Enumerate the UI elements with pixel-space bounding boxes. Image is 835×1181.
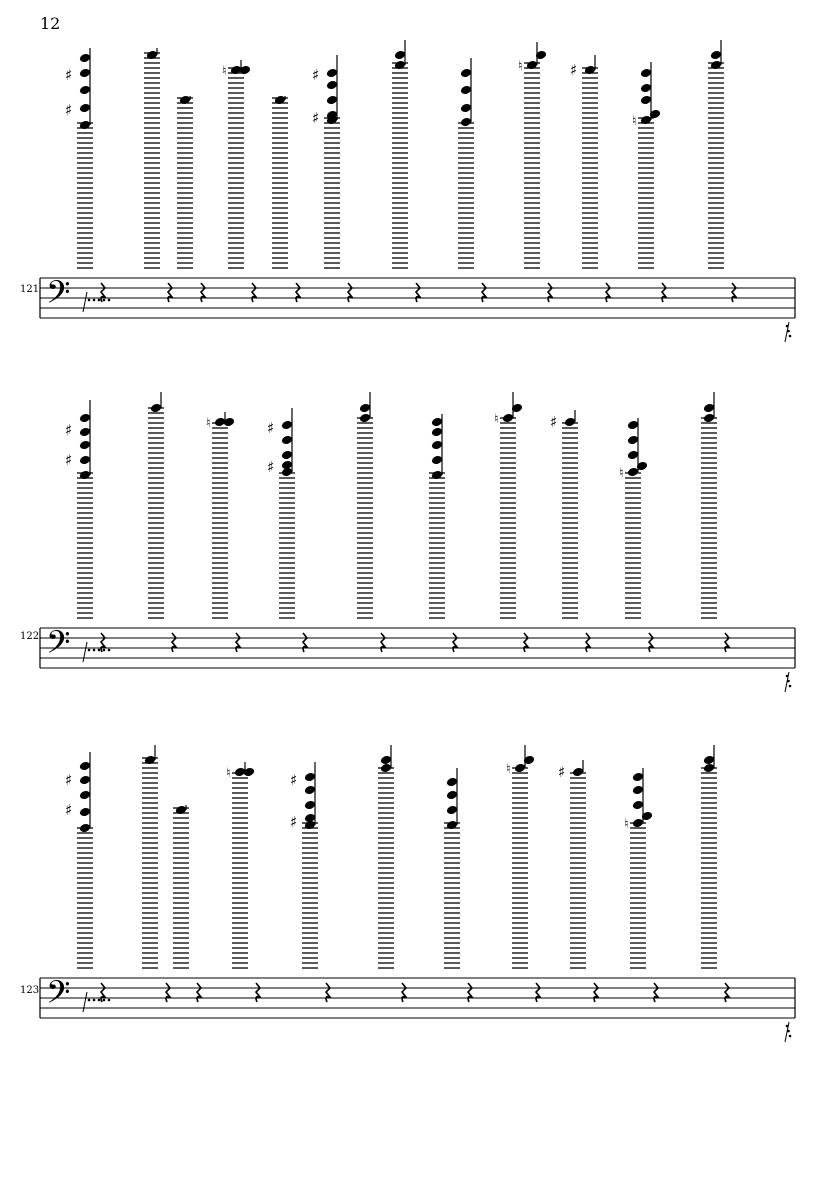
quarter-rest: [236, 633, 240, 652]
quarter-rest: [416, 283, 420, 302]
note-head: [79, 823, 91, 834]
dot: [787, 680, 790, 683]
quarter-rest: [468, 983, 472, 1002]
note-head: [627, 435, 639, 446]
quarter-rest: [482, 283, 486, 302]
sharp-icon: ♯: [290, 813, 298, 831]
note-head: [431, 440, 443, 451]
sharp-icon: ♯: [558, 763, 566, 781]
dot: [93, 649, 96, 652]
note-head: [627, 420, 639, 431]
sharp-icon: ♯: [65, 66, 73, 84]
dot: [789, 335, 792, 338]
quarter-rest: [725, 983, 729, 1002]
sharp-icon: ♯: [65, 771, 73, 789]
note-head: [703, 755, 715, 766]
natural-icon: ♮: [494, 412, 499, 427]
sharp-icon: ♯: [65, 801, 73, 819]
note-head: [431, 470, 443, 481]
dot: [789, 1035, 792, 1038]
quarter-rest: [168, 283, 172, 302]
note-head: [394, 50, 406, 61]
quarter-rest: [536, 983, 540, 1002]
note-head: [632, 800, 644, 811]
note-head: [584, 65, 596, 76]
quarter-rest: [725, 633, 729, 652]
note-head: [281, 420, 293, 431]
dot: [98, 999, 101, 1002]
note-head: [79, 427, 91, 438]
sharp-icon: ♯: [267, 419, 275, 437]
note-head: [703, 413, 715, 424]
note-head: [446, 777, 458, 788]
sharp-icon: ♯: [65, 421, 73, 439]
note-head: [446, 820, 458, 831]
grace-stem: [83, 992, 87, 1012]
note-head: [326, 68, 338, 79]
natural-icon: ♮: [222, 64, 227, 79]
dot: [787, 1030, 790, 1033]
note-head: [640, 83, 652, 94]
note-head: [79, 470, 91, 481]
sharp-icon: ♯: [312, 109, 320, 127]
grace-stem: [83, 292, 87, 312]
dot: [93, 999, 96, 1002]
sharp-icon: ♯: [550, 413, 558, 431]
sharp-icon: ♯: [267, 458, 275, 476]
note-head: [632, 785, 644, 796]
note-head: [627, 450, 639, 461]
grace-stem: [83, 642, 87, 662]
note-head: [359, 403, 371, 414]
note-head: [281, 435, 293, 446]
note-head: [514, 763, 526, 774]
quarter-rest: [197, 983, 201, 1002]
staff-system: [40, 392, 795, 692]
note-head: [179, 95, 191, 106]
measure-number-122: 122: [20, 631, 40, 642]
bass-clef-icon: 𝄢: [46, 274, 71, 318]
note-head: [79, 790, 91, 801]
note-head: [79, 440, 91, 451]
measure-number-123: 123: [20, 985, 40, 996]
note-head: [326, 80, 338, 91]
note-head: [281, 460, 293, 471]
bass-clef-icon: 𝄢: [46, 974, 71, 1018]
sharp-icon: ♯: [290, 771, 298, 789]
note-head: [460, 68, 472, 79]
dot: [98, 299, 101, 302]
note-head: [446, 790, 458, 801]
note-head: [79, 120, 91, 131]
natural-icon: ♮: [624, 817, 629, 832]
note-head: [79, 53, 91, 64]
natural-icon: ♮: [518, 59, 523, 74]
note-head: [627, 467, 639, 478]
note-head: [710, 50, 722, 61]
dot: [103, 299, 106, 302]
quarter-rest: [548, 283, 552, 302]
quarter-rest: [649, 633, 653, 652]
note-head: [79, 103, 91, 114]
note-head: [304, 800, 316, 811]
note-head: [281, 450, 293, 461]
note-head: [175, 805, 187, 816]
note-head: [572, 767, 584, 778]
dot: [93, 299, 96, 302]
note-head: [640, 115, 652, 126]
note-head: [502, 413, 514, 424]
note-head: [431, 417, 443, 428]
dot: [88, 999, 91, 1002]
quarter-rest: [662, 283, 666, 302]
note-head: [79, 413, 91, 424]
quarter-rest: [303, 633, 307, 652]
note-head: [304, 813, 316, 824]
dot: [108, 299, 111, 302]
quarter-rest: [348, 283, 352, 302]
dot: [103, 649, 106, 652]
quarter-rest: [172, 633, 176, 652]
bass-clef-icon: 𝄢: [46, 624, 71, 668]
quarter-rest: [252, 283, 256, 302]
sharp-icon: ♯: [65, 451, 73, 469]
sharp-icon: ♯: [65, 101, 73, 119]
note-head: [460, 85, 472, 96]
note-head: [431, 427, 443, 438]
quarter-rest: [296, 283, 300, 302]
note-head: [79, 455, 91, 466]
note-head: [632, 772, 644, 783]
dot: [786, 1025, 789, 1028]
quarter-rest: [606, 283, 610, 302]
note-head: [79, 85, 91, 96]
note-head: [703, 403, 715, 414]
dot: [108, 999, 111, 1002]
dot: [786, 675, 789, 678]
quarter-rest: [586, 633, 590, 652]
dot: [786, 325, 789, 328]
page-number: 12: [40, 14, 61, 33]
quarter-rest: [166, 983, 170, 1002]
measure-number-121: 121: [20, 284, 40, 295]
note-head: [79, 68, 91, 79]
note-head: [710, 60, 722, 71]
natural-icon: ♮: [206, 416, 211, 431]
dot: [88, 649, 91, 652]
note-head: [394, 60, 406, 71]
quarter-rest: [201, 283, 205, 302]
note-head: [144, 755, 156, 766]
quarter-rest: [256, 983, 260, 1002]
note-head: [380, 763, 392, 774]
note-head: [79, 807, 91, 818]
quarter-rest: [594, 983, 598, 1002]
note-head: [703, 763, 715, 774]
note-head: [632, 818, 644, 829]
note-head: [79, 761, 91, 772]
sharp-icon: ♯: [312, 66, 320, 84]
quarter-rest: [524, 633, 528, 652]
sharp-icon: ♯: [570, 61, 578, 79]
natural-icon: ♮: [619, 466, 624, 481]
dot: [108, 649, 111, 652]
note-head: [359, 413, 371, 424]
note-head: [150, 403, 162, 414]
natural-icon: ♮: [632, 114, 637, 129]
note-head: [79, 775, 91, 786]
staff-system: [40, 40, 795, 342]
note-head: [564, 417, 576, 428]
natural-icon: ♮: [506, 762, 511, 777]
dot: [787, 330, 790, 333]
note-head: [460, 117, 472, 128]
natural-icon: ♮: [226, 766, 231, 781]
dot: [98, 649, 101, 652]
dot: [103, 999, 106, 1002]
note-head: [304, 785, 316, 796]
staff-system: [40, 745, 795, 1042]
dot: [88, 299, 91, 302]
note-head: [146, 50, 158, 61]
note-head: [640, 95, 652, 106]
note-head: [446, 805, 458, 816]
quarter-rest: [732, 283, 736, 302]
note-head: [460, 103, 472, 114]
quarter-rest: [381, 633, 385, 652]
note-head: [304, 772, 316, 783]
quarter-rest: [326, 983, 330, 1002]
note-head: [326, 95, 338, 106]
note-head: [380, 755, 392, 766]
quarter-rest: [402, 983, 406, 1002]
note-head: [431, 455, 443, 466]
quarter-rest: [453, 633, 457, 652]
dot: [789, 685, 792, 688]
note-head: [526, 60, 538, 71]
quarter-rest: [654, 983, 658, 1002]
note-head: [640, 68, 652, 79]
note-head: [274, 95, 286, 106]
